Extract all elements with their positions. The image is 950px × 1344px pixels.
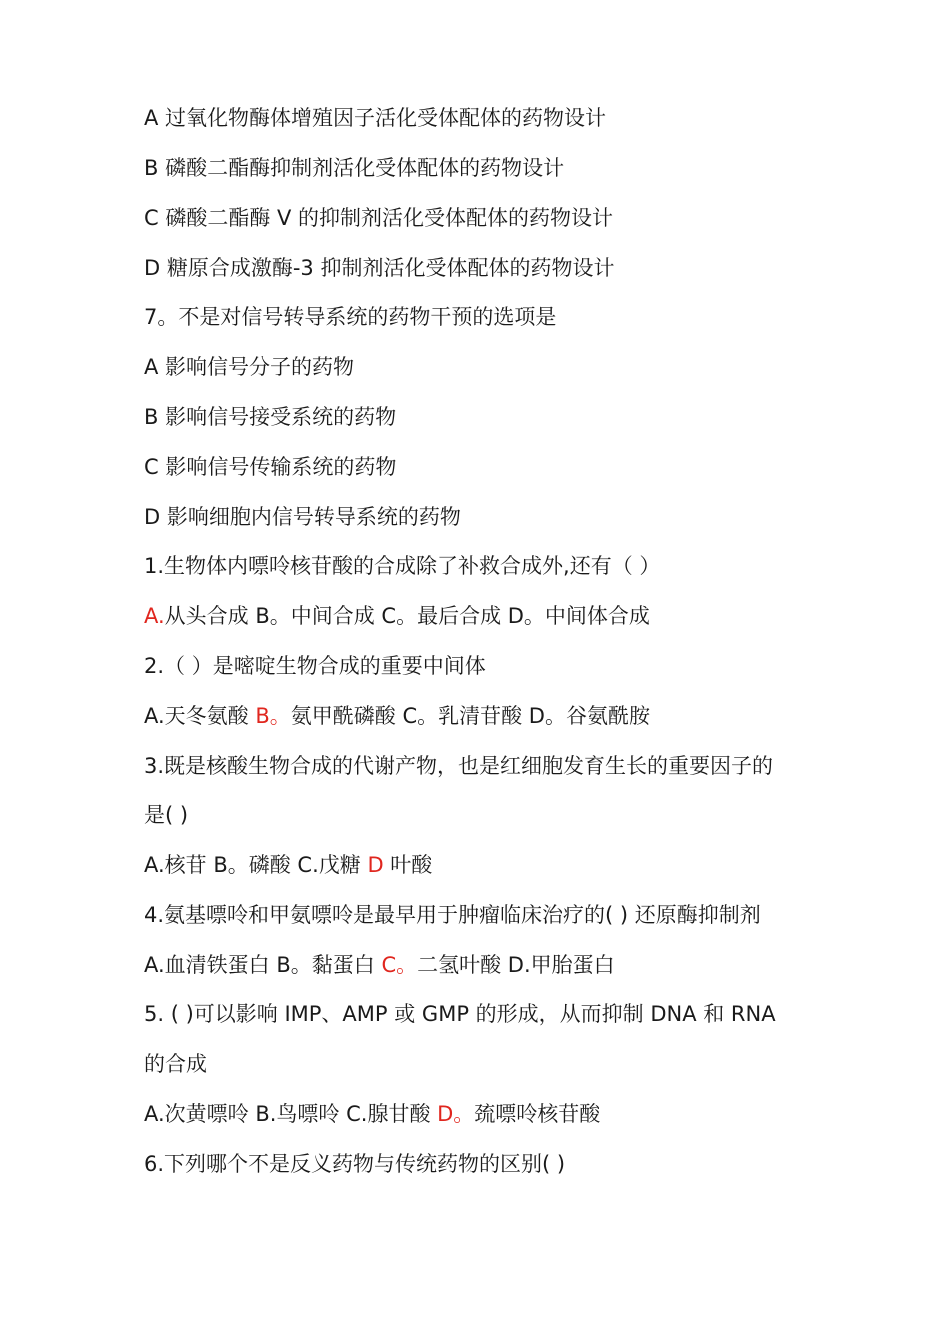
q2-options: A.天冬氨酸 B。氨甲酰磷酸 C。乳清苷酸 D。谷氨酰胺 [144, 704, 650, 728]
question-7: 7。不是对信号转导系统的药物干预的选项是 [144, 305, 557, 329]
q7-option-d: D 影响细胞内信号转导系统的药物 [144, 505, 461, 529]
question-5: 5. ( )可以影响 IMP、AMP 或 GMP 的形成，从而抑制 DNA 和 RNA [144, 1002, 776, 1026]
q5-options: A.次黄嘌呤 B.鸟嘌呤 C.腺甘酸 D。巯嘌呤核苷酸 [144, 1102, 601, 1126]
option-c-line: C 磷酸二酯酶 V 的抑制剂活化受体配体的药物设计 [144, 206, 614, 230]
q7-option-c: C 影响信号传输系统的药物 [144, 455, 397, 479]
answer-mark: D。 [437, 1102, 475, 1126]
question-3-cont: 是( ) [144, 803, 189, 827]
answer-mark: A. [144, 604, 165, 628]
answer-mark: D [367, 853, 384, 877]
question-5-cont: 的合成 [144, 1052, 207, 1076]
option-d-line: D 糖原合成激酶-3 抑制剂活化受体配体的药物设计 [144, 256, 615, 280]
q7-option-a: A 影响信号分子的药物 [144, 355, 355, 379]
question-4: 4.氨基嘌呤和甲氨嘌呤是最早用于肿瘤临床治疗的( ) 还原酶抑制剂 [144, 903, 761, 927]
q1-options: A.从头合成 B。中间合成 C。最后合成 D。中间体合成 [144, 604, 650, 628]
q3-options: A.核苷 B。磷酸 C.戊糖 D 叶酸 [144, 853, 433, 877]
option-b-line: B 磷酸二酯酶抑制剂活化受体配体的药物设计 [144, 156, 565, 180]
q4-options: A.血清铁蛋白 B。黏蛋白 C。二氢叶酸 D.甲胎蛋白 [144, 953, 615, 977]
question-6: 6.下列哪个不是反义药物与传统药物的区别( ) [144, 1152, 566, 1176]
option-a-line: A 过氧化物酶体增殖因子活化受体配体的药物设计 [144, 106, 607, 130]
q7-option-b: B 影响信号接受系统的药物 [144, 405, 397, 429]
answer-mark: C。 [381, 953, 418, 977]
question-1: 1.生物体内嘌呤核苷酸的合成除了补救合成外,还有（ ） [144, 554, 661, 578]
answer-mark: B。 [255, 704, 291, 728]
question-2: 2.（ ）是嘧啶生物合成的重要中间体 [144, 654, 486, 678]
question-3: 3.既是核酸生物合成的代谢产物，也是红细胞发育生长的重要因子的 [144, 754, 774, 778]
